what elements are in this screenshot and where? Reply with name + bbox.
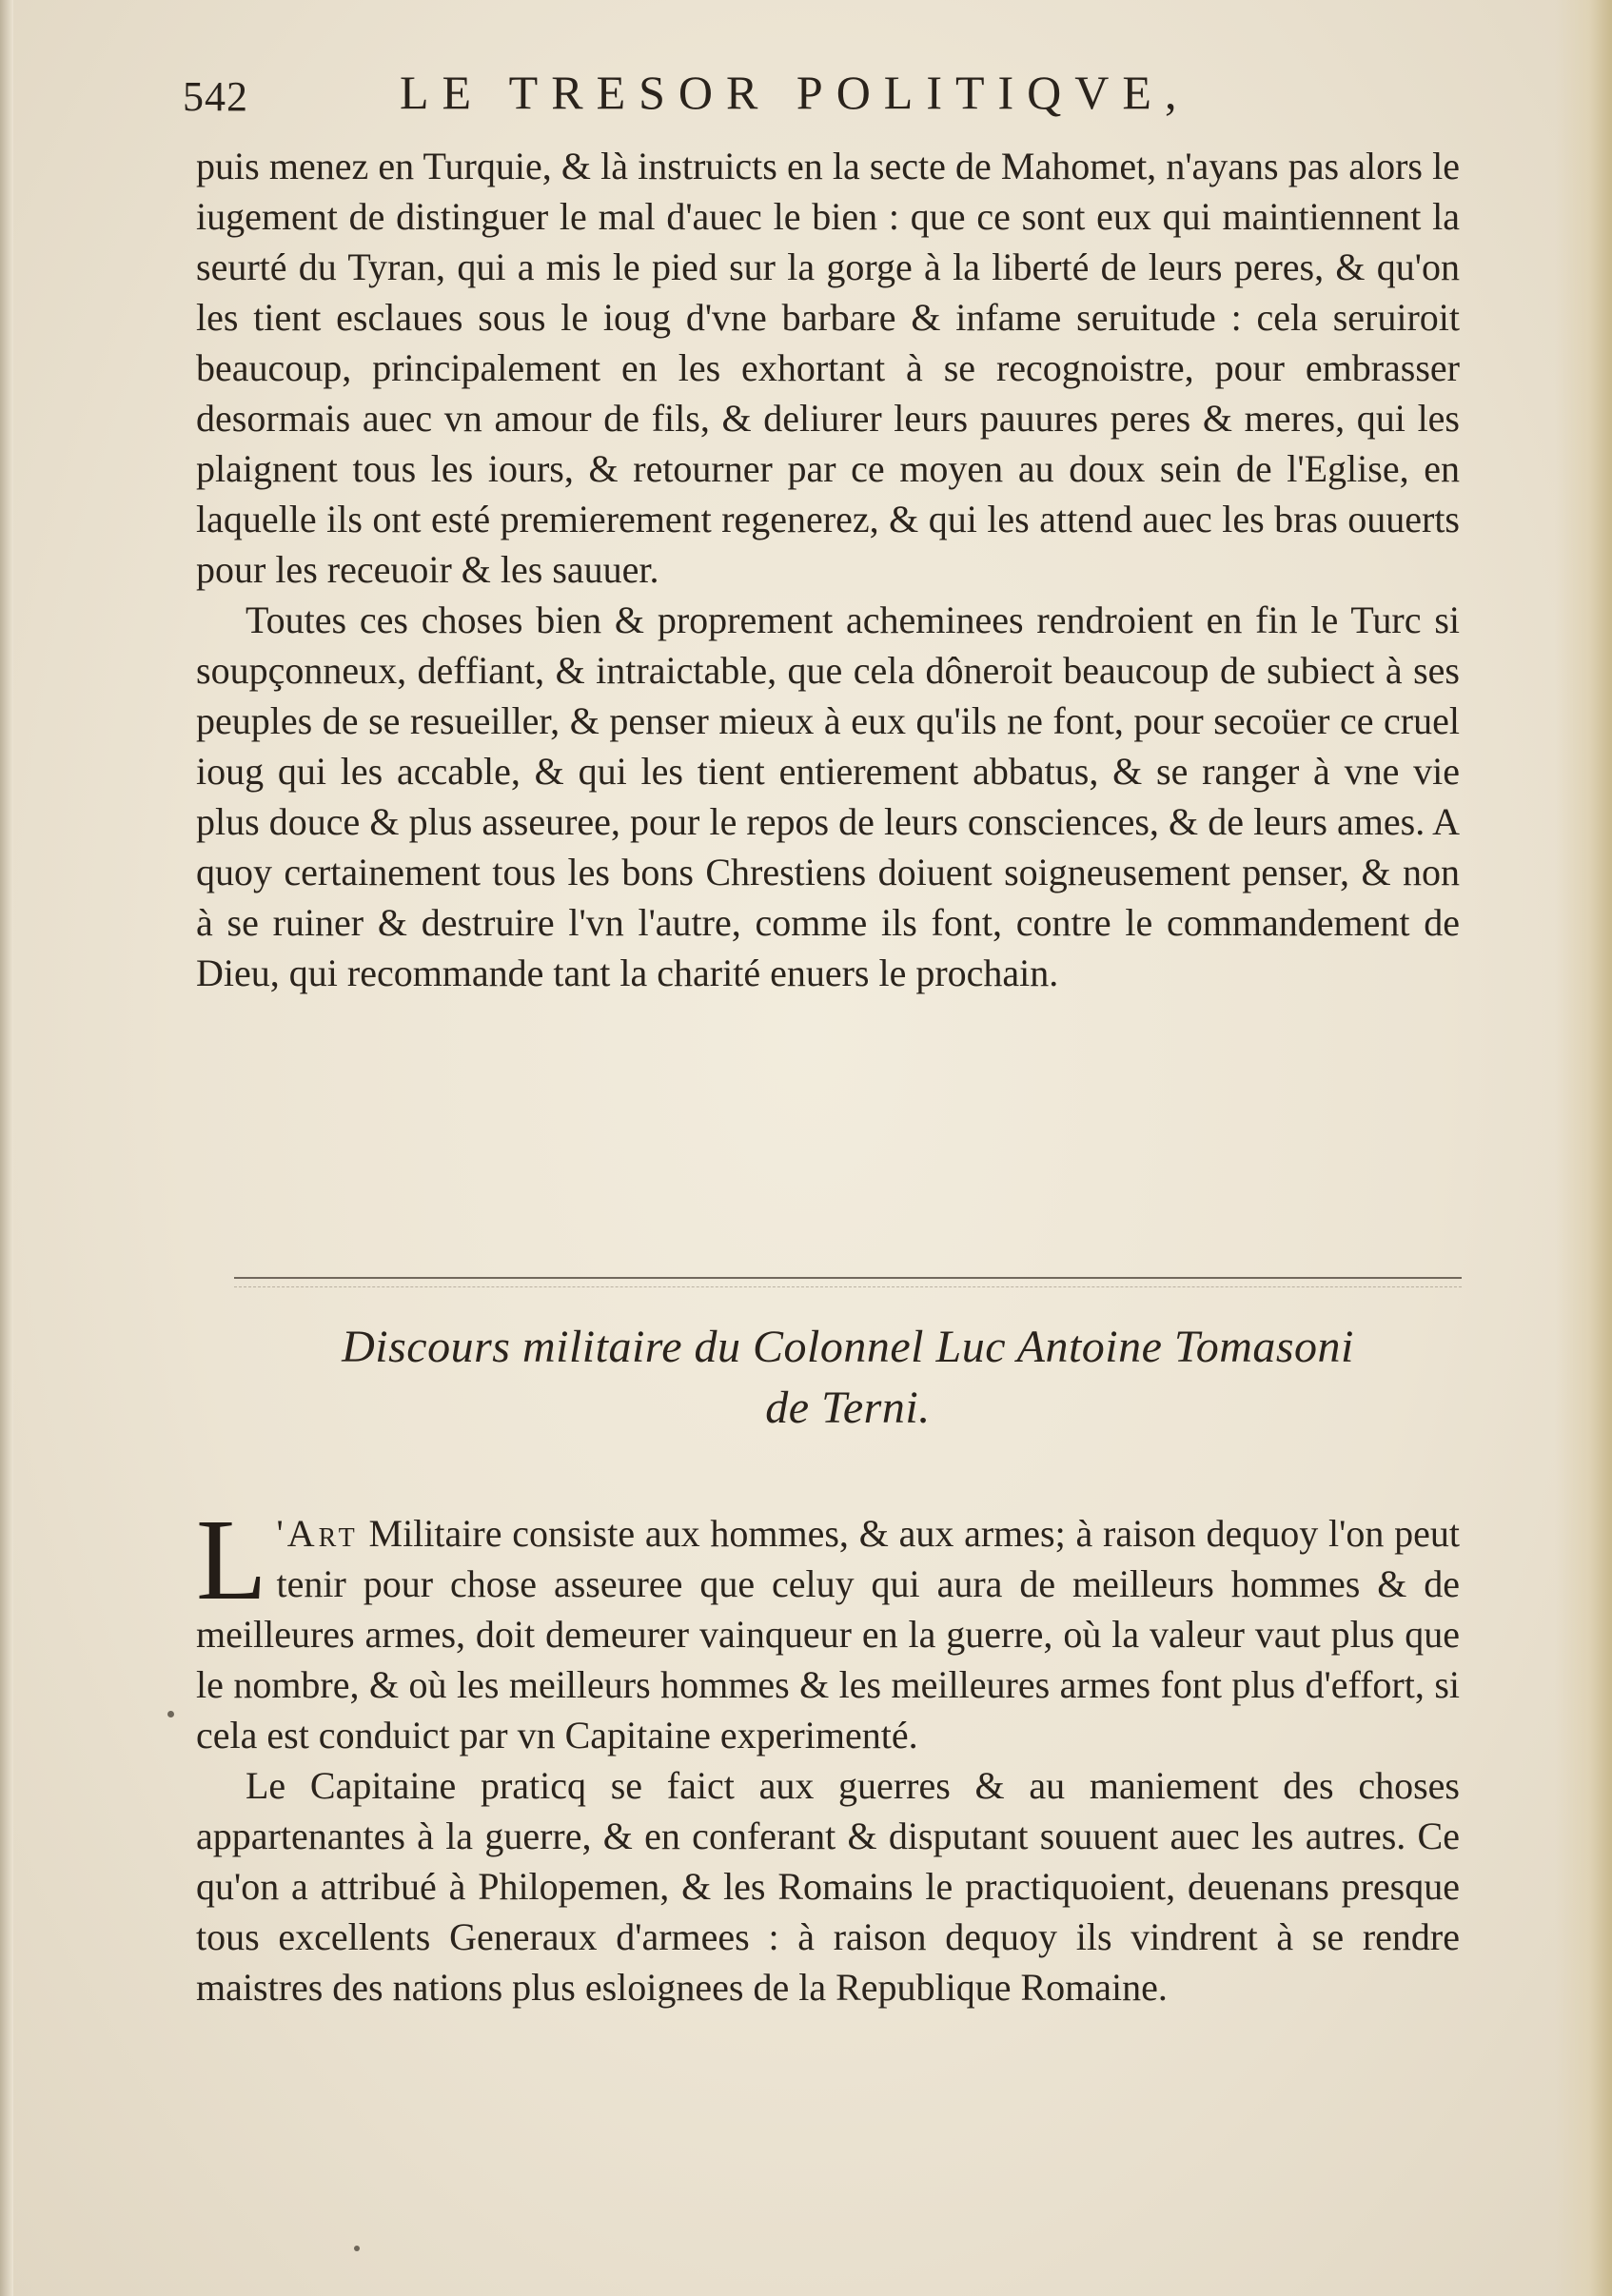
section-divider-rule (234, 1277, 1462, 1279)
drop-cap-letter: L (196, 1496, 267, 1624)
paragraph-continuation: puis menez en Turquie, & là instruicts en la secte de Mahomet, n'ayans pas alors le iugement de distinguer le mal d'auec le bien : que ce sont eux qui maintiennent la seurté du Tyran, qui a mis le pied sur la gorge à la liberté de leurs peres, & qu'on les tient esclaues sous le ioug d'vne barbare & infame seruitude : cela seruiroit beaucoup, principalement en les exhortant à se recognoistre, pour embrasser desormais auec vn amour de fils, & deliurer leurs pauures peres & meres, qui les plaignent tous les iours, & retourner par ce moyen au doux sein de l'Eglise, en laquelle ils ont esté premierement regenerez, & qui les attend auec les bras ouuerts pour les receuoir & les sauuer. (196, 145, 1460, 591)
ink-speck (354, 2246, 360, 2251)
continued-text-section (196, 141, 1460, 998)
ink-speck (1132, 1589, 1137, 1594)
page-number: 542 (183, 73, 248, 120)
section-heading-line-2: de Terni. (765, 1383, 931, 1433)
paragraph-art-militaire-text: Militaire consiste aux hommes, & aux armes; à raison dequoy l'on peut tenir pour chose asseuree que celuy qui aura de meilleurs hommes & de meilleures armes, doit demeurer vainqueur en la guerre, où la valeur vaut plus que le nombre, & où les meilleurs hommes & les meilleures armes font plus d'effort, si cela est conduict par vn Capitaine experimenté. (196, 1512, 1460, 1756)
section-heading (234, 1317, 1462, 1439)
section-divider-rule-shadow (234, 1286, 1462, 1287)
section-heading-line-1: Discours militaire du Colonnel Luc Antoine Tomasoni (342, 1322, 1354, 1372)
small-caps-lead: 'Art (276, 1512, 359, 1555)
discours-militaire-text (196, 1496, 1460, 2012)
running-title: LE TRESOR POLITIQVE, (400, 66, 1190, 119)
paragraph-capitaine-praticq: Le Capitaine praticq se faict aux guerres & au maniement des choses appartenantes à la guerre, & en conferant & disputant souuent auec les autres. Ce qu'on a attribué à Philopemen, & les Romains le practiquoient, deuenans presque tous excellents Generaux d'armees : à raison dequoy ils vindrent à se rendre maistres des nations plus esloignees de la Republique Romaine. (196, 1764, 1460, 2009)
page-header (183, 59, 1306, 126)
paragraph-art-militaire (196, 1496, 1460, 1760)
ink-speck (167, 1711, 174, 1717)
paragraph-toutes-ces-choses: Toutes ces choses bien & proprement acheminees rendroient en fin le Turc si soupçonneux, deffiant, & intraictable, que cela dôneroit beaucoup de subiect à ses peuples de se resueiller, & penser mieux à eux qu'ils ne font, pour secoüer ce cruel ioug qui les accable, & qui les tient entierement abbatus, & se ranger à vne vie plus douce & plus asseuree, pour le repos de leurs consciences, & de leurs ames. A quoy certainement tous les bons Chrestiens doiuent soigneusement penser, & non à se ruiner & destruire l'vn l'autre, comme ils font, contre le commandement de Dieu, qui recommande tant la charité enuers le prochain. (196, 599, 1460, 994)
